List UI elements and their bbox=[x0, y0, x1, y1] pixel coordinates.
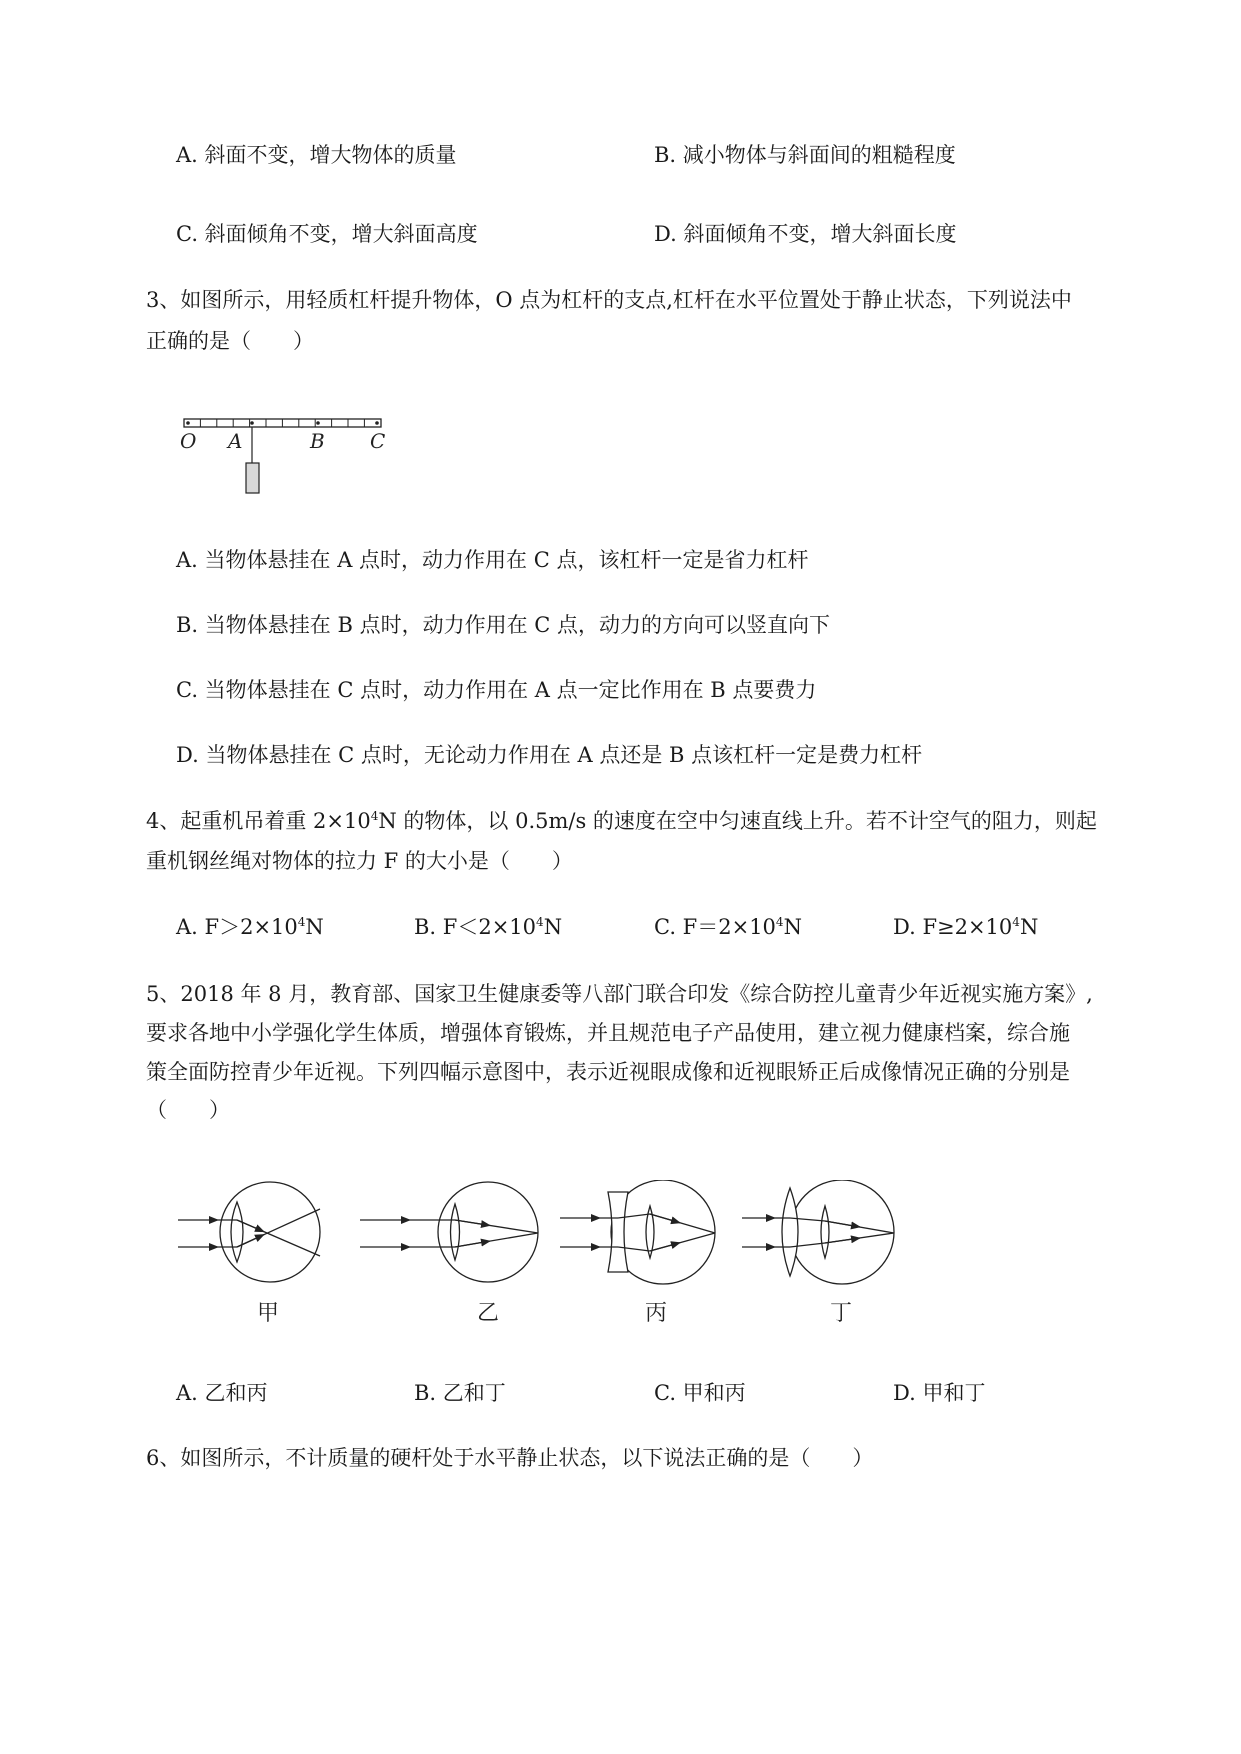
q4-option-c: C. $F=2\times 10^4N$ bbox=[654, 915, 802, 939]
q5-option-a: A. 乙和丙 bbox=[176, 1381, 268, 1405]
eye-diagram-bing bbox=[560, 1180, 715, 1284]
q2-option-b: B. 减小物体与斜面间的粗糙程度 bbox=[654, 143, 956, 167]
eye-label-yi: 乙 bbox=[476, 1301, 500, 1326]
q2-option-c: C. 斜面倾角不变，增大斜面高度 bbox=[176, 222, 478, 246]
q6-stem-line1: 6、如图所示，不计质量的硬杆处于水平静止状态，以下说法正确的是（ ） bbox=[146, 1446, 874, 1470]
q4-option-b: B. $F<2\times 10^4N$ bbox=[414, 915, 563, 939]
q3-option-c: C. 当物体悬挂在 C 点时，动力作用在 A 点一定比作用在 B 点要费力 bbox=[176, 678, 817, 702]
q3-option-a: A. 当物体悬挂在 A 点时，动力作用在 C 点，该杠杆一定是省力杠杆 bbox=[176, 548, 809, 572]
q5-stem-line3: 策全面防控青少年近视。下列四幅示意图中，表示近视眼成像和近视眼矫正后成像情况正确的分别是 bbox=[146, 1060, 1070, 1084]
lever-label-c: C bbox=[370, 429, 386, 453]
eye-label-bing: 丙 bbox=[644, 1301, 668, 1326]
q4-stem-line2: 重机钢丝绳对物体的拉力 F 的大小是（ ） bbox=[146, 849, 573, 873]
q3-stem-line1: 3、如图所示，用轻质杠杆提升物体，O 点为杠杆的支点,杠杆在水平位置处于静止状态，下列说法中 bbox=[146, 288, 1072, 312]
lever-label-a: A bbox=[228, 429, 243, 453]
eye-diagrams-figure bbox=[170, 1180, 950, 1330]
lever-label-o: O bbox=[180, 429, 197, 453]
q5-stem-line2: 要求各地中小学强化学生体质，增强体育锻炼，并且规范电子产品使用，建立视力健康档案，综合施 bbox=[146, 1021, 1070, 1045]
eye-label-ding: 丁 bbox=[829, 1301, 853, 1326]
eye-diagram-jia bbox=[178, 1182, 320, 1282]
eye-diagram-ding bbox=[742, 1180, 894, 1284]
lever-label-b: B bbox=[310, 429, 325, 453]
q5-stem-line1: 5、2018 年 8 月，教育部、国家卫生健康委等八部门联合印发《综合防控儿童青少年近视实施方案》, bbox=[146, 982, 1093, 1006]
q4-stem-line1: 4、起重机吊着重 $2\times 10^4N$ 的物体，以 0.5m/s 的速度在空中匀速直线上升。若不计空气的阻力，则起 bbox=[146, 809, 1097, 833]
eye-diagram-yi bbox=[360, 1182, 538, 1282]
q3-stem-line2: 正确的是（ ） bbox=[146, 329, 314, 353]
q4-option-d: D. $F\ge 2\times 10^4N$ bbox=[893, 915, 1039, 939]
q5-stem-line4: （ ） bbox=[146, 1098, 230, 1122]
q2-option-d: D. 斜面倾角不变，增大斜面长度 bbox=[654, 222, 957, 246]
q4-option-a: A. $F>2\times 10^4N$ bbox=[176, 915, 324, 939]
eye-label-jia: 甲 bbox=[256, 1301, 280, 1326]
q5-option-b: B. 乙和丁 bbox=[414, 1381, 506, 1405]
q5-option-c: C. 甲和丙 bbox=[654, 1381, 746, 1405]
q5-option-d: D. 甲和丁 bbox=[893, 1381, 986, 1405]
q3-option-d: D. 当物体悬挂在 C 点时，无论动力作用在 A 点还是 B 点该杠杆一定是费力杠杆 bbox=[176, 743, 923, 767]
lever-figure bbox=[170, 405, 400, 495]
q3-option-b: B. 当物体悬挂在 B 点时，动力作用在 C 点，动力的方向可以竖直向下 bbox=[176, 613, 830, 637]
q2-option-a: A. 斜面不变，增大物体的质量 bbox=[176, 143, 457, 167]
